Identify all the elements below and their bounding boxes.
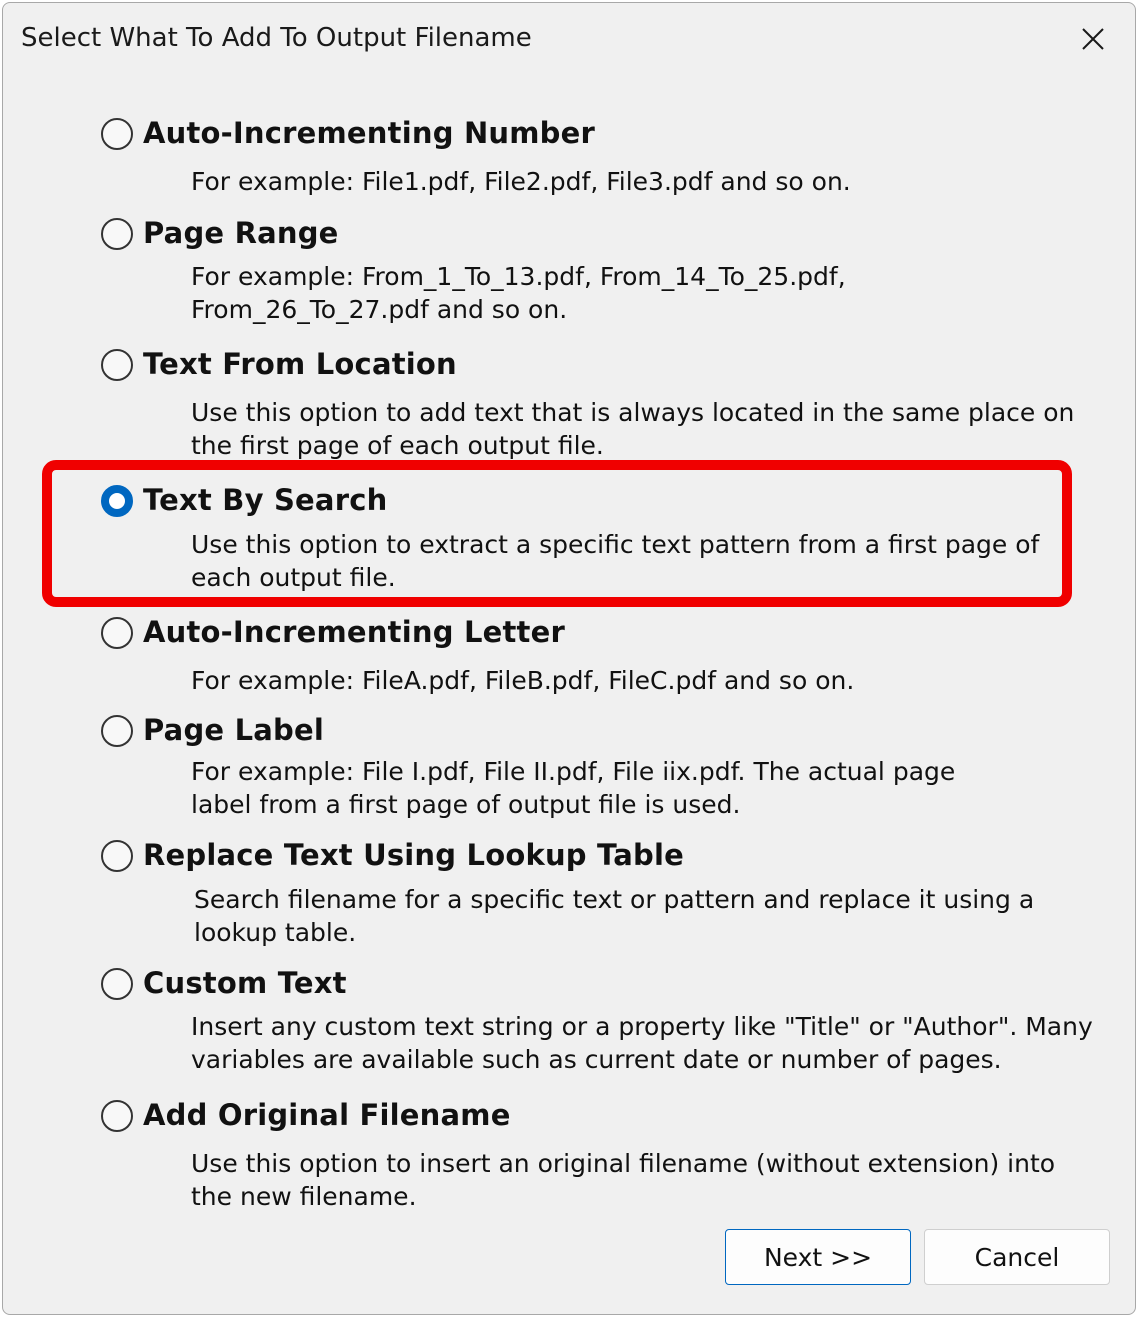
option-description	[194, 883, 1034, 949]
cancel-button[interactable]: Cancel	[924, 1229, 1110, 1285]
radio-button[interactable]	[101, 349, 133, 381]
option-description-line-2: the new filename.	[191, 1182, 417, 1211]
option-description-line-1: For example: File1.pdf, File2.pdf, File3.pdf and so on.	[191, 167, 851, 196]
option-label[interactable]: Auto-Incrementing Letter	[143, 615, 565, 649]
title-bar	[3, 3, 1135, 75]
option-label[interactable]: Page Label	[143, 713, 324, 747]
option-description-line-1: For example: From_1_To_13.pdf, From_14_To_25.pdf,	[191, 262, 846, 291]
radio-button[interactable]	[101, 118, 133, 150]
option-description-line-2: label from a first page of output file is used.	[191, 790, 741, 819]
radio-button[interactable]	[101, 715, 133, 747]
option-label[interactable]: Auto-Incrementing Number	[143, 116, 596, 150]
option-description	[191, 664, 854, 697]
option-description	[191, 1147, 1055, 1213]
option-description-line-1: For example: File I.pdf, File II.pdf, File iix.pdf. The actual page	[191, 757, 956, 786]
option-description	[191, 755, 955, 821]
option-description-line-1: Use this option to insert an original filename (without extension) into	[191, 1149, 1056, 1178]
highlight-box	[42, 460, 1072, 607]
option-description-line-1: Use this option to extract a specific text pattern from a first page of	[191, 530, 1040, 559]
option-label[interactable]: Text By Search	[143, 483, 388, 517]
option-description-line-1: Search filename for a specific text or pattern and replace it using a	[194, 885, 1035, 914]
option-label[interactable]: Replace Text Using Lookup Table	[143, 838, 685, 872]
option-label[interactable]: Page Range	[143, 216, 339, 250]
option-label[interactable]: Add Original Filename	[143, 1098, 511, 1132]
radio-button[interactable]	[101, 840, 133, 872]
option-description	[191, 260, 846, 326]
option-description	[191, 1010, 1093, 1076]
option-label[interactable]: Custom Text	[143, 966, 347, 1000]
option-description-line-2: each output file.	[191, 563, 396, 592]
option-description-line-2: From_26_To_27.pdf and so on.	[191, 295, 568, 324]
dialog-title: Select What To Add To Output Filename	[21, 23, 532, 53]
option-description-line-2: the first page of each output file.	[191, 431, 604, 460]
option-description-line-1: Insert any custom text string or a property like "Title" or "Author". Many	[191, 1012, 1093, 1041]
option-description	[191, 165, 851, 198]
option-description-line-2: lookup table.	[194, 918, 357, 947]
close-button[interactable]	[1063, 13, 1123, 65]
radio-button[interactable]	[101, 1100, 133, 1132]
close-icon	[1081, 27, 1105, 51]
option-description-line-2: variables are available such as current date or number of pages.	[191, 1045, 1002, 1074]
option-description-line-1: For example: FileA.pdf, FileB.pdf, FileC.pdf and so on.	[191, 666, 855, 695]
option-label[interactable]: Text From Location	[143, 347, 457, 381]
radio-button[interactable]	[101, 968, 133, 1000]
dialog-window	[2, 2, 1136, 1315]
radio-button[interactable]	[101, 617, 133, 649]
next-button[interactable]: Next >>	[725, 1229, 911, 1285]
option-description	[191, 396, 1074, 462]
option-description-line-1: Use this option to add text that is always located in the same place on	[191, 398, 1075, 427]
radio-button[interactable]	[101, 218, 133, 250]
